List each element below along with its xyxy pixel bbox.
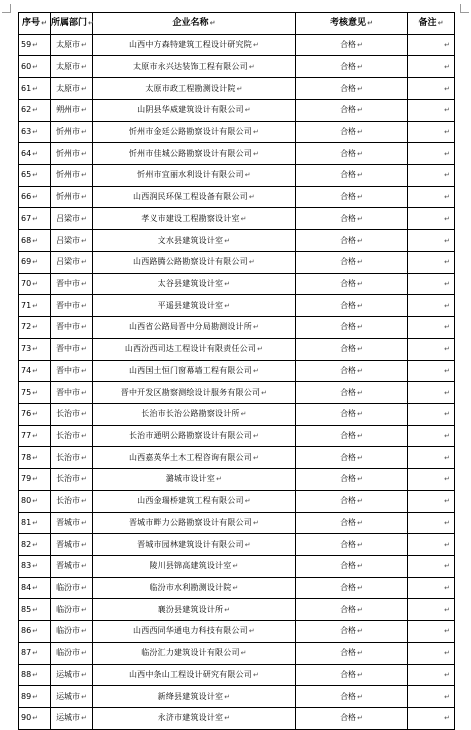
table-header-row [19,13,455,35]
cell-company: 太原市政工程勘测设计院↵ [93,78,296,100]
cell-company: 永济市建筑设计室↵ [93,708,296,730]
table-row [19,708,455,730]
cell-dept: 太原市↵ [51,78,93,100]
cell-opinion: 合格↵ [296,469,408,491]
cell-company: 晋城市园林建筑设计有限公司↵ [93,534,296,556]
table-row [19,56,455,78]
cell-opinion: 合格↵ [296,686,408,708]
cell-remark: ↵ [408,360,455,382]
cell-no: 89↵ [19,686,51,708]
cell-opinion: 合格↵ [296,447,408,469]
cell-no: 75↵ [19,382,51,404]
table-row [19,34,455,56]
cell-no: 74↵ [19,360,51,382]
cell-no: 90↵ [19,708,51,730]
cell-dept: 太原市↵ [51,34,93,56]
table-row [19,382,455,404]
cell-opinion: 合格↵ [296,165,408,187]
cell-opinion: 合格↵ [296,295,408,317]
cell-no: 77↵ [19,425,51,447]
cell-dept: 长治市↵ [51,403,93,425]
table-row [19,186,455,208]
table-row [19,251,455,273]
cell-company: 临汾汇力建筑设计有限公司↵ [93,642,296,664]
cell-remark: ↵ [408,469,455,491]
cell-company: 山西中方森特建筑工程设计研究院↵ [93,34,296,56]
cell-no: 87↵ [19,642,51,664]
cell-no: 62↵ [19,99,51,121]
cell-opinion: 合格↵ [296,273,408,295]
table-row [19,577,455,599]
cell-opinion: 合格↵ [296,425,408,447]
table-row [19,317,455,339]
company-assessment-table [18,12,455,730]
table-row [19,273,455,295]
cell-opinion: 合格↵ [296,186,408,208]
cell-dept: 长治市↵ [51,425,93,447]
cell-remark: ↵ [408,447,455,469]
cell-opinion: 合格↵ [296,664,408,686]
table-row [19,642,455,664]
cell-opinion: 合格↵ [296,642,408,664]
cell-company: 孝义市建设工程勘察设计室↵ [93,208,296,230]
cell-dept: 晋中市↵ [51,360,93,382]
cell-opinion: 合格↵ [296,208,408,230]
table-row [19,599,455,621]
cell-no: 80↵ [19,490,51,512]
cell-remark: ↵ [408,208,455,230]
cell-remark: ↵ [408,78,455,100]
cell-remark: ↵ [408,56,455,78]
cell-no: 82↵ [19,534,51,556]
cell-company: 山西中条山工程设计研究有限公司↵ [93,664,296,686]
cell-opinion: 合格↵ [296,555,408,577]
cell-company: 太原市永兴达装饰工程有限公司↵ [93,56,296,78]
cell-company: 太谷县建筑设计室↵ [93,273,296,295]
cell-company: 文水县建筑设计室↵ [93,230,296,252]
cell-opinion: 合格↵ [296,99,408,121]
cell-dept: 运城市↵ [51,708,93,730]
cell-remark: ↵ [408,273,455,295]
cell-company: 晋中开发区勘察测绘设计服务有限公司↵ [93,382,296,404]
cell-no: 85↵ [19,599,51,621]
cell-opinion: 合格↵ [296,121,408,143]
cell-no: 81↵ [19,512,51,534]
table-row [19,425,455,447]
table-row [19,534,455,556]
header-company: 企业名称↵ [93,13,296,35]
cell-remark: ↵ [408,512,455,534]
cell-dept: 长治市↵ [51,469,93,491]
cell-opinion: 合格↵ [296,382,408,404]
cell-no: 59↵ [19,34,51,56]
cell-opinion: 合格↵ [296,708,408,730]
cell-no: 70↵ [19,273,51,295]
table-row [19,121,455,143]
cell-dept: 长治市↵ [51,447,93,469]
cell-dept: 临汾市↵ [51,642,93,664]
cell-company: 忻州市宜丽水利设计有限公司↵ [93,165,296,187]
cell-dept: 运城市↵ [51,664,93,686]
cell-remark: ↵ [408,382,455,404]
cell-remark: ↵ [408,577,455,599]
header-no: 序号↵ [19,13,51,35]
cell-dept: 临汾市↵ [51,599,93,621]
cell-remark: ↵ [408,143,455,165]
cell-remark: ↵ [408,186,455,208]
cell-no: 69↵ [19,251,51,273]
cell-dept: 吕梁市↵ [51,230,93,252]
cell-no: 63↵ [19,121,51,143]
cell-no: 72↵ [19,317,51,339]
table-row [19,555,455,577]
cell-remark: ↵ [408,599,455,621]
cell-dept: 太原市↵ [51,56,93,78]
cell-no: 84↵ [19,577,51,599]
cell-dept: 晋中市↵ [51,317,93,339]
cell-no: 67↵ [19,208,51,230]
cell-company: 山西国土恒门窗幕墙工程有限公司↵ [93,360,296,382]
cell-company: 临汾市水利勘测设计院↵ [93,577,296,599]
cell-dept: 晋中市↵ [51,382,93,404]
cell-remark: ↵ [408,642,455,664]
cell-remark: ↵ [408,664,455,686]
cell-dept: 忻州市↵ [51,121,93,143]
cell-company: 山西嘉英华土木工程咨询有限公司↵ [93,447,296,469]
cell-remark: ↵ [408,490,455,512]
cell-remark: ↵ [408,621,455,643]
table-row [19,295,455,317]
cell-dept: 朔州市↵ [51,99,93,121]
cell-opinion: 合格↵ [296,599,408,621]
cell-no: 61↵ [19,78,51,100]
table-row [19,490,455,512]
cell-company: 忻州市佳城公路勘察设计有限公司↵ [93,143,296,165]
table-row [19,143,455,165]
cell-dept: 长治市↵ [51,490,93,512]
cell-no: 73↵ [19,338,51,360]
cell-company: 平遥县建筑设计室↵ [93,295,296,317]
cell-no: 79↵ [19,469,51,491]
cell-remark: ↵ [408,251,455,273]
table-row [19,230,455,252]
cell-dept: 运城市↵ [51,686,93,708]
cell-opinion: 合格↵ [296,490,408,512]
cell-opinion: 合格↵ [296,360,408,382]
header-dept: 所属部门↵ [51,13,93,35]
page-corner-mark-right [460,4,469,13]
table-row [19,469,455,491]
cell-company: 长治市通明公路勘察设计有限公司↵ [93,425,296,447]
cell-opinion: 合格↵ [296,251,408,273]
cell-dept: 晋城市↵ [51,534,93,556]
cell-remark: ↵ [408,295,455,317]
cell-dept: 忻州市↵ [51,143,93,165]
cell-company: 山阴县华威建筑设计有限公司↵ [93,99,296,121]
cell-no: 86↵ [19,621,51,643]
table-body [19,34,455,729]
cell-company: 山西润民环保工程设备有限公司↵ [93,186,296,208]
cell-no: 83↵ [19,555,51,577]
cell-no: 64↵ [19,143,51,165]
cell-remark: ↵ [408,338,455,360]
cell-opinion: 合格↵ [296,403,408,425]
cell-opinion: 合格↵ [296,534,408,556]
cell-dept: 吕梁市↵ [51,251,93,273]
cell-opinion: 合格↵ [296,78,408,100]
cell-opinion: 合格↵ [296,512,408,534]
cell-remark: ↵ [408,555,455,577]
cell-no: 78↵ [19,447,51,469]
cell-dept: 忻州市↵ [51,186,93,208]
table-row [19,621,455,643]
cell-dept: 临汾市↵ [51,621,93,643]
cell-company: 长治市长治公路勘察设计所↵ [93,403,296,425]
cell-company: 襄汾县建筑设计所↵ [93,599,296,621]
cell-opinion: 合格↵ [296,56,408,78]
header-opinion: 考核意见↵ [296,13,408,35]
cell-dept: 晋城市↵ [51,555,93,577]
table-row [19,664,455,686]
cell-no: 71↵ [19,295,51,317]
table-row [19,99,455,121]
cell-no: 76↵ [19,403,51,425]
cell-no: 66↵ [19,186,51,208]
cell-no: 68↵ [19,230,51,252]
cell-opinion: 合格↵ [296,143,408,165]
cell-company: 潞城市设计室↵ [93,469,296,491]
cell-company: 晋城市畔力公路勘察设计有限公司↵ [93,512,296,534]
table-row [19,686,455,708]
cell-company: 山西省公路局晋中分局勘测设计所↵ [93,317,296,339]
header-remark: 备注↵ [408,13,455,35]
cell-dept: 晋中市↵ [51,295,93,317]
cell-remark: ↵ [408,686,455,708]
cell-remark: ↵ [408,534,455,556]
cell-dept: 晋中市↵ [51,273,93,295]
cell-dept: 忻州市↵ [51,165,93,187]
cell-opinion: 合格↵ [296,317,408,339]
table-row [19,208,455,230]
cell-no: 60↵ [19,56,51,78]
cell-opinion: 合格↵ [296,34,408,56]
table-row [19,512,455,534]
cell-remark: ↵ [408,34,455,56]
cell-company: 新绛县建筑设计室↵ [93,686,296,708]
page-corner-mark-left [2,4,11,13]
cell-dept: 吕梁市↵ [51,208,93,230]
cell-remark: ↵ [408,230,455,252]
table-row [19,360,455,382]
cell-opinion: 合格↵ [296,338,408,360]
cell-remark: ↵ [408,317,455,339]
cell-dept: 临汾市↵ [51,577,93,599]
cell-remark: ↵ [408,121,455,143]
cell-opinion: 合格↵ [296,621,408,643]
cell-company: 陵川县锦高建筑设计室↵ [93,555,296,577]
table-row [19,447,455,469]
cell-dept: 晋中市↵ [51,338,93,360]
cell-remark: ↵ [408,425,455,447]
table-row [19,338,455,360]
cell-company: 山西路腾公路勘察设计有限公司↵ [93,251,296,273]
cell-remark: ↵ [408,165,455,187]
table-row [19,78,455,100]
cell-company: 忻州市金廷公路勘察设计有限公司↵ [93,121,296,143]
cell-remark: ↵ [408,708,455,730]
cell-opinion: 合格↵ [296,230,408,252]
cell-dept: 晋城市↵ [51,512,93,534]
cell-remark: ↵ [408,99,455,121]
cell-remark: ↵ [408,403,455,425]
cell-company: 山西金瑞桥建筑工程有限公司↵ [93,490,296,512]
table-row [19,165,455,187]
table-row [19,403,455,425]
cell-company: 山西西同华通电力科技有限公司↵ [93,621,296,643]
cell-company: 山西汾西司达工程设计有限责任公司↵ [93,338,296,360]
cell-no: 65↵ [19,165,51,187]
cell-no: 88↵ [19,664,51,686]
cell-opinion: 合格↵ [296,577,408,599]
